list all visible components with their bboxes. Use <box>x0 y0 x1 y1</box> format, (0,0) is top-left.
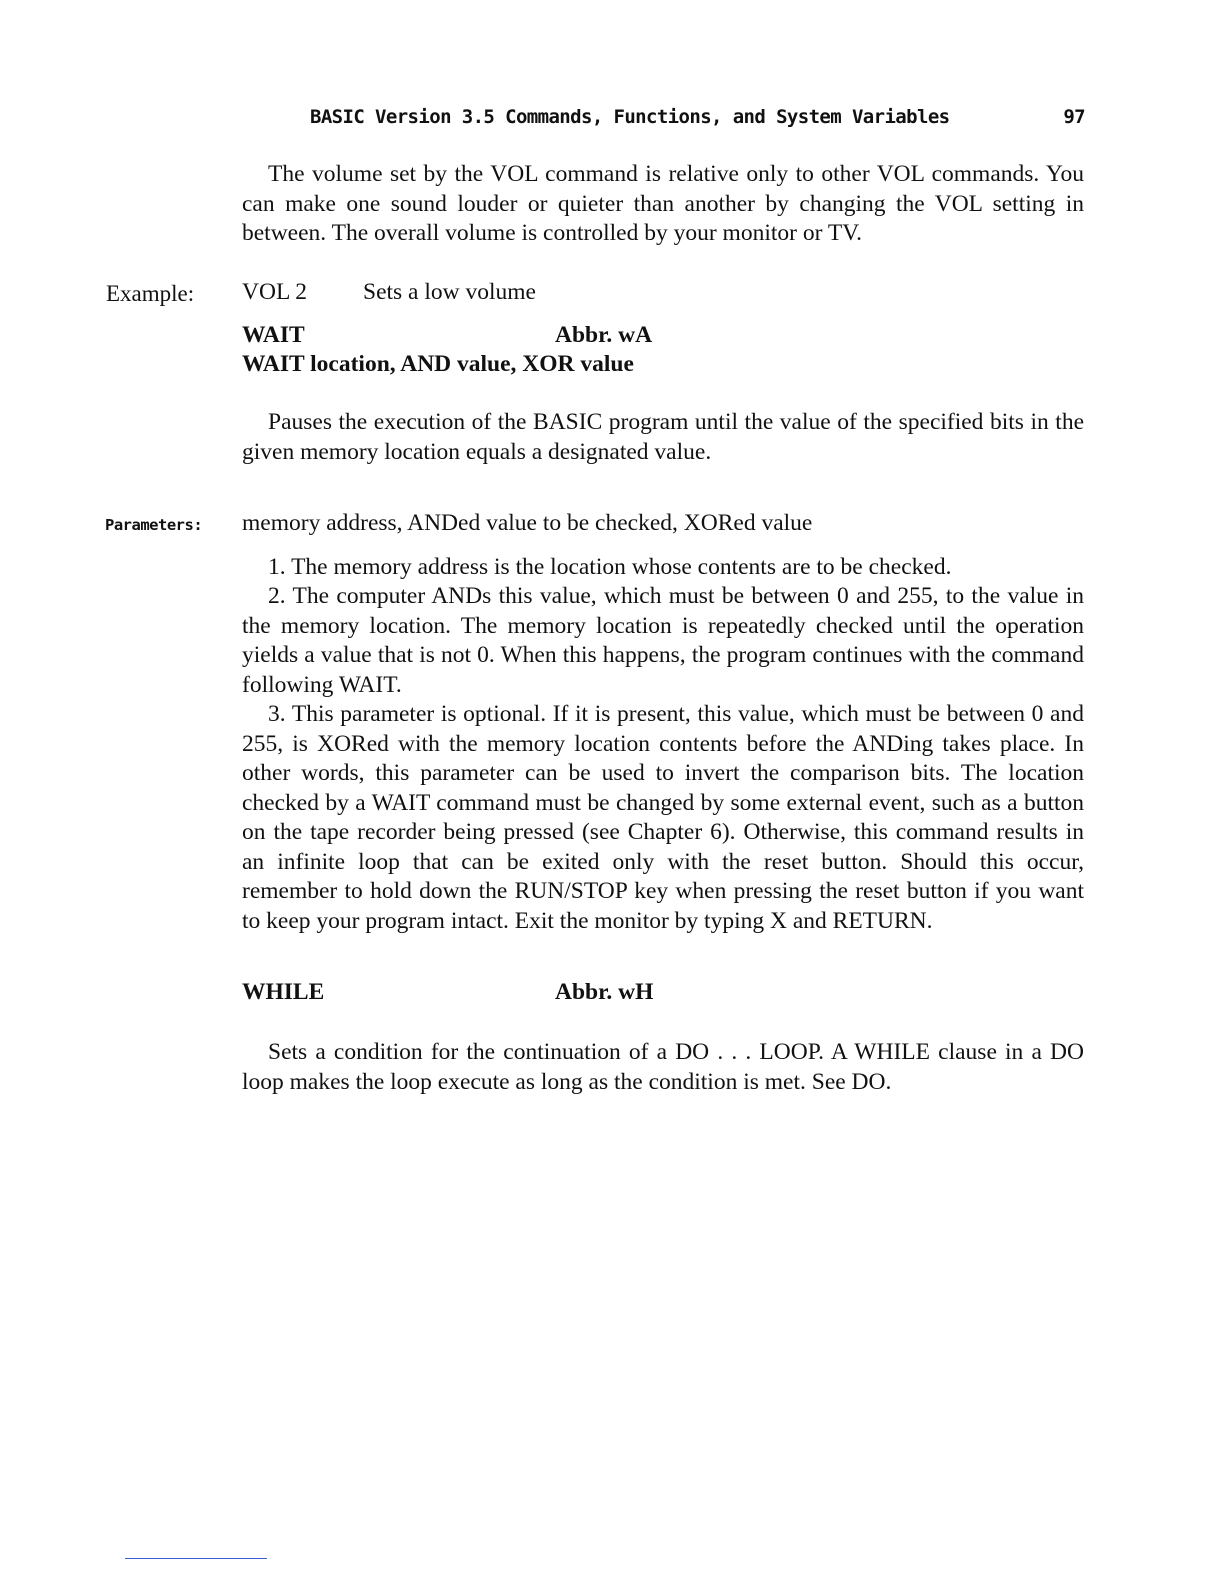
while-heading: WHILE <box>242 979 325 1005</box>
while-abbreviation: Abbr. wH <box>555 979 654 1005</box>
while-description: Sets a condition for the continuation of a DO . . . LOOP. A WHILE clause in a DO loop makes the loop execute as long as the condition is met. See DO. <box>242 1039 1084 1095</box>
note-2: 2. The computer ANDs this value, which must be between 0 and 255, to the value in the memory location. The memory location is repeatedly checked until the operation yields a value that is not 0. When this happens, the program continues with the command following WAIT. <box>242 583 1084 698</box>
footer-rule <box>125 1558 267 1559</box>
wait-heading: WAIT <box>242 322 305 348</box>
parameters-list: memory address, ANDed value to be checked, XORed value <box>242 510 813 536</box>
running-head-title: BASIC Version 3.5 Commands, Functions, and System Variables <box>310 106 950 128</box>
example-code: VOL 2 <box>242 279 308 305</box>
note-3: 3. This parameter is optional. If it is present, this value, which must be between 0 and 255, is XORed with the memory location contents before the ANDing takes place. In other words, this parameter can be used to invert the comparison bits. The location checked by a WAIT command must be changed by some external event, such as a button on the tape recorder being pressed (see Chapter 6). Otherwise, this command results in an infinite loop that can be exited only with the reset button. Should this occur, remember to hold down the RUN/STOP key when pressing the reset button if you want to keep your program intact. Exit the monitor by typing X and RETURN. <box>242 701 1084 934</box>
page-number: 97 <box>1063 106 1085 128</box>
running-head <box>310 106 1085 128</box>
vol-intro-paragraph: The volume set by the VOL command is relative only to other VOL commands. You can make one sound louder or quieter than another by changing the VOL setting in between. The overall volume is controlled by your monitor or TV. <box>242 161 1084 246</box>
wait-syntax: WAIT location, AND value, XOR value <box>242 351 634 377</box>
example-label: Example: <box>106 281 195 306</box>
example-description: Sets a low volume <box>363 279 536 305</box>
wait-abbreviation: Abbr. wA <box>555 322 653 348</box>
parameters-label: Parameters: <box>105 516 203 534</box>
note-1: 1. The memory address is the location whose contents are to be checked. <box>268 554 952 580</box>
wait-description: Pauses the execution of the BASIC program until the value of the specified bits in the given memory location equals a designated value. <box>242 409 1084 465</box>
